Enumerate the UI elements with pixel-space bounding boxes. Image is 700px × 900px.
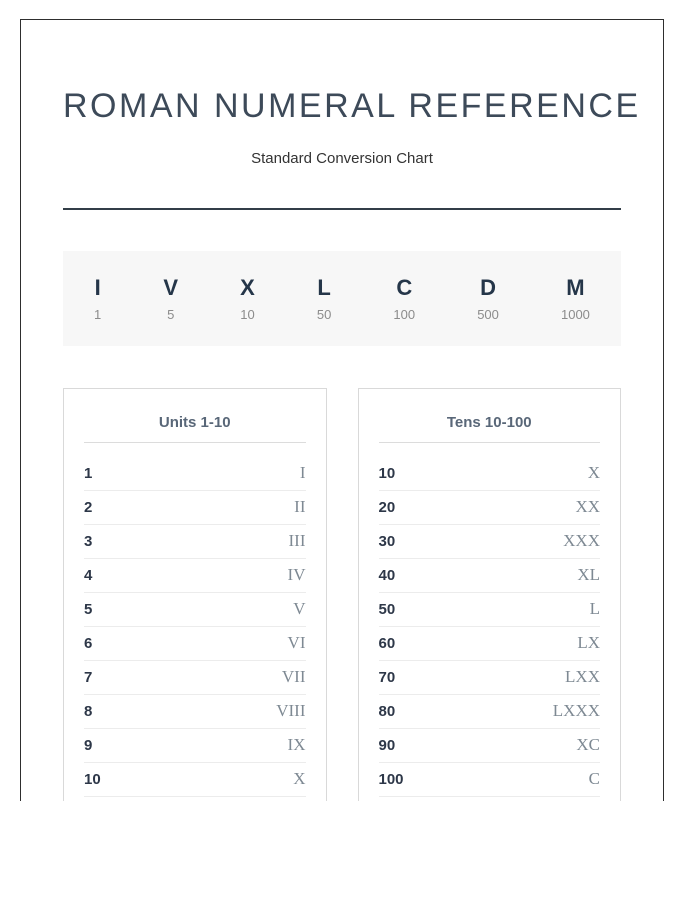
units-table-card (63, 388, 327, 801)
table-row (84, 559, 306, 593)
row-numeral: IV (287, 565, 306, 585)
key-numeral: I (94, 274, 101, 300)
conversion-tables (63, 388, 621, 801)
table-row (84, 457, 306, 491)
row-numeral: II (294, 497, 306, 517)
row-numeral: VI (287, 633, 306, 653)
key-item (94, 275, 101, 322)
row-numeral: VIII (276, 701, 306, 721)
row-number: 80 (378, 702, 396, 720)
row-numeral: IX (287, 735, 306, 755)
row-numeral: I (299, 463, 306, 483)
row-number: 50 (378, 600, 396, 618)
table-title: Units 1-10 (84, 413, 306, 443)
row-numeral: L (589, 599, 600, 619)
horizontal-rule (63, 208, 621, 210)
key-numeral: L (317, 274, 331, 300)
row-number: 20 (378, 498, 396, 516)
key-item (561, 275, 590, 322)
table-row (379, 593, 601, 627)
row-number: 1 (84, 464, 93, 482)
table-rows (84, 443, 306, 797)
table-row (379, 627, 601, 661)
key-numeral: C (396, 274, 413, 300)
page-title: ROMAN NUMERAL REFERENCE (63, 87, 641, 125)
key-value: 5 (167, 306, 175, 322)
key-item (240, 275, 255, 322)
key-numeral: M (566, 274, 585, 300)
table-rows (379, 443, 601, 797)
table-row (379, 491, 601, 525)
table-row (84, 695, 306, 729)
table-row (379, 559, 601, 593)
row-number: 2 (84, 498, 93, 516)
table-row (379, 729, 601, 763)
key-value: 1 (94, 306, 102, 322)
key-value: 50 (316, 306, 332, 322)
table-row (379, 525, 601, 559)
tens-table-card (358, 388, 622, 801)
row-numeral: XXX (563, 531, 600, 551)
row-number: 10 (84, 770, 101, 788)
row-number: 8 (84, 702, 93, 720)
table-row (84, 661, 306, 695)
row-numeral: XL (577, 565, 600, 585)
key-numeral: V (163, 274, 179, 300)
table-row (379, 661, 601, 695)
key-numeral: D (480, 274, 496, 300)
row-numeral: V (293, 599, 306, 619)
row-number: 9 (84, 736, 93, 754)
table-title: Tens 10-100 (379, 413, 601, 443)
row-number: 5 (84, 600, 93, 618)
page-subtitle: Standard Conversion Chart (251, 149, 433, 167)
row-number: 10 (378, 464, 396, 482)
row-number: 3 (84, 532, 93, 550)
row-numeral: VII (281, 667, 306, 687)
row-numeral: XX (575, 497, 600, 517)
row-number: 4 (84, 566, 93, 584)
table-row (84, 729, 306, 763)
key-value: 500 (477, 306, 499, 322)
row-numeral: III (288, 531, 306, 551)
row-number: 40 (378, 566, 396, 584)
table-row (379, 695, 601, 729)
row-number: 7 (84, 668, 93, 686)
key-item (163, 275, 178, 322)
row-number: 60 (378, 634, 396, 652)
key-item (317, 275, 331, 322)
row-numeral: X (293, 769, 306, 789)
table-row (84, 525, 306, 559)
row-numeral: C (588, 769, 600, 789)
table-row (379, 457, 601, 491)
key-value: 100 (393, 306, 416, 322)
key-item (393, 275, 415, 322)
numeral-key-band (63, 251, 621, 346)
row-number: 6 (84, 634, 93, 652)
key-item (477, 275, 499, 322)
row-number: 100 (378, 770, 404, 788)
table-row (84, 491, 306, 525)
row-numeral: X (587, 463, 600, 483)
table-row (84, 593, 306, 627)
table-row (84, 763, 306, 797)
key-value: 1000 (560, 306, 590, 322)
row-numeral: LX (577, 633, 600, 653)
row-numeral: XC (576, 735, 600, 755)
table-row (84, 627, 306, 661)
table-row (379, 763, 601, 797)
row-number: 30 (378, 532, 396, 550)
key-numeral: X (240, 274, 255, 300)
row-number: 70 (378, 668, 396, 686)
row-number: 90 (378, 736, 396, 754)
row-numeral: LXXX (552, 701, 600, 721)
document-page (20, 19, 664, 801)
row-numeral: LXX (565, 667, 600, 687)
key-value: 10 (240, 306, 255, 322)
